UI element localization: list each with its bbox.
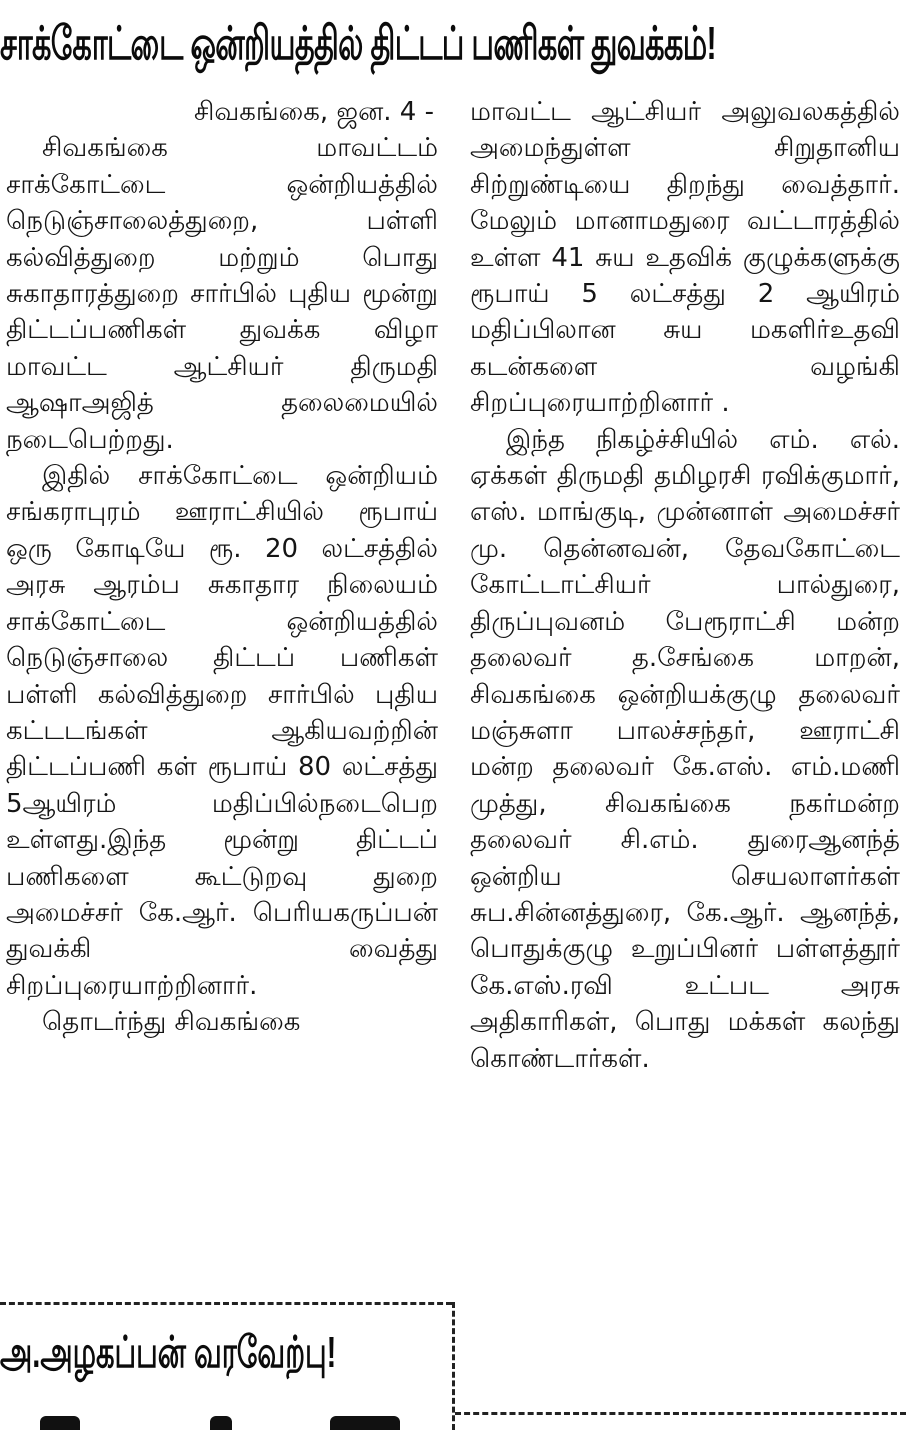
- article-column-right: [470, 94, 900, 1077]
- article-paragraph: இதில் சாக்கோட்டை ஒன்றியம் சங்கராபுரம் ஊராட்சியில் ரூபாய் ஒரு கோடியே ரூ. 20 லட்சத்தில் அரசு ஆரம்ப சுகாதார நிலையம் சாக்கோட்டை ஒன்றியத்தில் நெடுஞ்சாலை திட்டப் பணிகள் பள்ளி கல்வித்துறை சார்பில் புதிய கட்டடங்கள் ஆகியவற்றின் திட்டப்பணி கள் ரூபாய் 80 லட்சத்து 5ஆயிரம் மதிப்பில்நடைபெற உள்ளது.இந்த மூன்று திட்டப் பணிகளை கூட்டுறவு துறை அமைச்சர் கே.ஆர். பெரியகருப்பன் துவக்கி வைத்து சிறப்புரையாற்றினார்.: [6, 461, 438, 1001]
- article-paragraph: தொடர்ந்து சிவகங்கை: [42, 1007, 301, 1038]
- box-border-bottom: [455, 1412, 906, 1415]
- adjacent-article-headline: அ.அழகப்பன் வரவேற்பு!: [0, 1328, 337, 1377]
- article-column-left: [6, 94, 438, 1041]
- article-headline: சாக்கோட்டை ஒன்றியத்தில் திட்டப் பணிகள் துவக்கம்!: [0, 17, 716, 69]
- article-dateline: சிவகங்கை, ஜன. 4 -: [193, 97, 434, 127]
- box-border-divider: [452, 1302, 455, 1430]
- cropped-next-headline: [30, 1412, 430, 1430]
- article-paragraph: சிவகங்கை மாவட்டம் சாக்கோட்டை ஒன்றியத்தில் நெடுஞ்சாலைத்துறை, பள்ளி கல்வித்துறை மற்றும் பொது சுகாதாரத்துறை சார்பில் புதிய மூன்று திட்டப்பணிகள் துவக்க விழா மாவட்ட ஆட்சியர் திருமதி ஆஷாஅஜித் தலைமையில் நடைபெற்றது.: [6, 133, 438, 455]
- article-paragraph: மாவட்ட ஆட்சியர் அலுவலகத்தில் அமைந்துள்ள சிறுதானிய சிற்றுண்டியை திறந்து வைத்தார். மேலும் மானாமதுரை வட்டாரத்தில் உள்ள 41 சுய உதவிக் குழுக்களுக்கு ரூபாய் 5 லட்சத்து 2 ஆயிரம் மதிப்பிலான சுய மகளிர்உதவி கடன்களை வழங்கி சிறப்புரையாற்றினார் .: [470, 97, 900, 419]
- box-border-top: [0, 1302, 452, 1305]
- article-paragraph: இந்த நிகழ்ச்சியில் எம். எல். ஏக்கள் திருமதி தமிழரசி ரவிக்குமார், எஸ். மாங்குடி, முன்னாள் அமைச்சர் மு. தென்னவன், தேவகோட்டை கோட்டாட்சியர் பால்துரை, திருப்புவனம் பேரூராட்சி மன்ற தலைவர் த.சேங்கை மாறன், சிவகங்கை ஒன்றியக்குழு தலைவர் மஞ்சுளா பாலச்சந்தர், ஊராட்சி மன்ற தலைவர் கே.எஸ். எம்.மணி முத்து, சிவகங்கை நகர்மன்ற தலைவர் சி.எம். துரைஆனந்த் ஒன்றிய செயலாளர்கள் சுப.சின்னத்துரை, கே.ஆர். ஆனந்த், பொதுக்குழு உறுப்பினர் பள்ளத்தூர் கே.எஸ்.ரவி உட்பட அரசு அதிகாரிகள், பொது மக்கள் கலந்து கொண்டார்கள்.: [470, 424, 900, 1074]
